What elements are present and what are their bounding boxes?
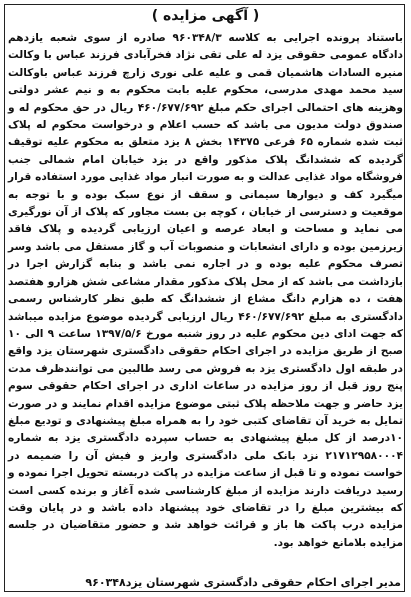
notice-title: ( آگهی مزایده ) xyxy=(151,8,260,24)
notice-signature: مدیر اجرای احکام حقوقی دادگستری شهرستان یزد۹۶۰۳۴۸ xyxy=(85,576,401,589)
notice-body: باستناد پرونده اجرایی به کلاسه ۹۶۰۳۴۸/۳ صادره از سوی شعبه یازدهم دادگاه عمومی حقوقی یزد له علی تقی نژاد فخرآبادی فرزند عباس با وکالت منیره السادات هاشمیان قمی و علیه علی نوری زارچ فرزند عباس باوکالت سید محمد مهدی مدرسی، محکوم علیه بابت محکوم به و نیم عشر دولتی وهزینه های احتمالی اجرای حکم مبلغ ۴۶۰/۶۷۷/۶۹۲ ریال در حق محکوم له و صندوق دولت مدیون می باشد که حسب اعلام و درخواست محکوم له پلاک ثبت شده شماره ۶۵ فرعی ۱۴۳۷۵ بخش ۸ یزد متعلق به محکوم علیه توقیف گردیده که ششدانگ پلاک مذکور واقع در یزد خیابان امام شمالی جنب فروشگاه مواد غذایی عدالت و به صورت انبار مواد غذایی مورد استفاده قرار میگیرد کف و دیوارها سیمانی و سقف از نوع سبک بوده و با توجه به موقعیت و دسترسی از خیابان ، کوچه بن بست مجاور که پلاک از آن نورگیری می نماید و مساحت و ابعاد عرصه و اعیان ارزیابی گردیده و پلاک فاقد زیرزمین بوده و دارای انشعابات و منصوبات آب و گاز مستقل می باشد وسر تصرف محکوم علیه بوده و در اجاره نمی باشد و بنابه گزارش اجرا در بازداشت می باشد که از محل پلاک مذکور مقدار مشاعی شش هزارو هفتصد هفت ، ده هزارم دانگ مشاع از ششدانگ که طبق نظر کارشناس رسمی دادگستری به مبلغ ۴۶۰/۶۷۷/۶۹۲ ریال ارزیابی گردیده موضوع مزایده میباشد که جهت ادای دین محکوم علیه در روز شنبه مورخ ۱۳۹۷/۵/۶ ساعت ۹ الی ۱۰ صبح از طریق مزایده در اجرای احکام حقوقی دادگستری شهرستان یزد واقع در طبقه اول دادگستری یزد به فروش می رسد طالبین می توانندظرف مدت پنج روز قبل از روز مزایده در ساعات اداری در اجرای احکام حقوقی سوم یزد حاضر و جهت ملاحظه پلاک ثبتی موضوع مزایده اقدام نمایند و در صورت تمایل به خرید آن تقاضای کتبی خود را به همراه مبلغ پیشنهادی و تودیع مبلغ ۱۰درصد از کل مبلغ پیشنهادی به حساب سپرده دادگستری یزد به شماره ۲۱۷۱۲۹۵۸۰۰۰۴ نزد بانک ملی دادگستری واریز و فیش آن را ضمیمه در خواست نموده و تا قبل از ساعت مزایده در پاکت دربسته تحویل اجرا نموده و رسید دریافت دارند مزایده از مبلغ کارشناسی شده آغاز و برنده کسی است که بیشترین مبلغ را در تقاضای خود پیشنهاد داده باشد و در پایان وقت مزایده درب پاکت ها باز و قرائت خواهد شد و حضور متقاضیان در جلسه مزایده بلامانع خواهد بود. xyxy=(8,32,404,549)
